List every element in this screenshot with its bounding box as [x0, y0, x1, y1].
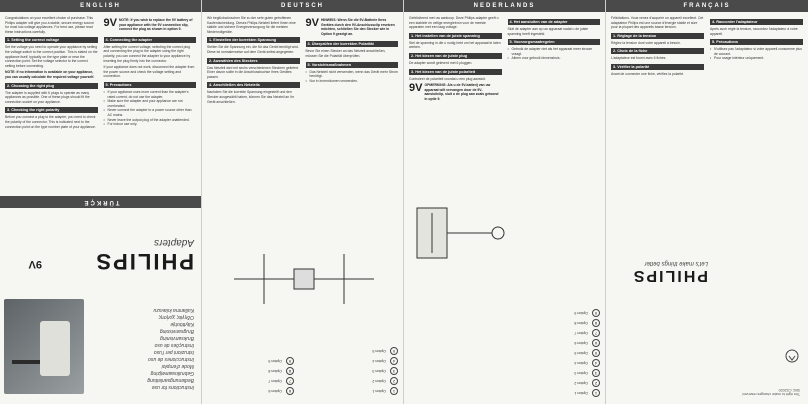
- option-number-icon: 9: [286, 357, 294, 365]
- bullet-item: • Das Netzteil nicht verwenden, wenn das Gerät mehr Strom benötigt.: [306, 70, 399, 79]
- option-text: Option 2: [574, 381, 588, 385]
- option-number-icon: 6: [286, 387, 294, 395]
- intro-text: Congratulations on your excellent choice of purchase. This Philips adapter will give you a stable, secure energy source for most low-voltage appliances. For best use, please read these instructions carefully.: [5, 16, 94, 34]
- option-number-icon: 2: [390, 377, 398, 385]
- section-text: Stellen Sie die Spannung ein, die für das Gerät benötigt wird. Diese ist normalerweise auf dem Gerät selbst angegeben.: [207, 45, 299, 54]
- tagline: Let's make things better: [644, 260, 708, 266]
- section-text: Sluit de adapter aan op uw apparaat nadat u de juiste spanning heeft ingesteld.: [507, 27, 588, 36]
- options-list-left: [308, 346, 398, 396]
- options-list-right: [208, 356, 294, 396]
- option-row: [208, 376, 294, 386]
- option-number-icon: 1: [592, 389, 600, 397]
- section-heading: 3. Vérifier la polarité: [611, 64, 704, 70]
- note-text: NOTE: If no information is available on your appliance, you can usually calculate the required voltage yourself.: [5, 70, 95, 79]
- intro-text: Gefeliciteerd met uw aankoop. Deze Philips-adapter geeft u een stabiele en veilige energiebron voor de meeste apparaten met een laag voltage.: [409, 16, 499, 30]
- brand-back: [632, 260, 708, 284]
- bullet-item: • If your appliance uses more current than the adapter's rated current, do not use the adapter.: [104, 90, 197, 99]
- lang-bar-english: ENGLISH: [0, 0, 201, 12]
- philips-logo: PHILIPS: [94, 249, 194, 274]
- plug-diagram: [224, 234, 384, 324]
- option-text: Option 3: [574, 371, 588, 375]
- section-text: Controleer de polariteit voordat u een plug aansluit.: [409, 76, 486, 81]
- section-text: The adapter is supplied with 6 plugs to operate as many appliances as possible. One of these plugs should fit the connection socket on your appliance.: [5, 90, 90, 104]
- bullet-item: • Never connect the adapter to a power source other than AC mains.: [104, 108, 197, 117]
- option-text: Option 7: [268, 379, 282, 383]
- section-heading: 5. Vorsichtsmaßnahmen: [306, 62, 399, 68]
- section-text: De adapter wordt geleverd met 6 pluggen.: [409, 60, 473, 65]
- lang-line: Gebruiksaanwijzing: [150, 370, 194, 376]
- section-text: Nachdem Sie die korrekte Spannung eingestellt und den Stecker ausgewählt haben, können Sie das Netzteil an Ihr Gerät anschließen.: [207, 90, 295, 104]
- option-row: [410, 328, 600, 338]
- section-heading: 5. Precautions: [104, 82, 197, 88]
- back-cover-rotated: [606, 200, 808, 404]
- option-row: [308, 366, 398, 376]
- option-text: Option 5: [372, 349, 386, 353]
- section-heading: 4. Het aansluiten van de adapter: [508, 19, 601, 25]
- cover-lang-list: [84, 306, 194, 390]
- section-text: Après avoir réglé la tension, raccordez l'adaptateur à votre appareil.: [710, 27, 798, 36]
- option-row: [308, 356, 398, 366]
- lang-line: Bedienungsanleitung: [147, 377, 194, 383]
- option-number-icon: 2: [592, 379, 600, 387]
- option-row: [308, 386, 398, 396]
- lang-line: Instructions for use: [151, 384, 194, 390]
- section-text: Das Netzteil wird mit sechs verschiedenen Steckern geliefert. Einer davon sollte in die Anschlussbuchse Ihres Gerätes passen.: [207, 65, 299, 79]
- product-name: Adapters: [153, 237, 194, 248]
- option-row: [410, 338, 600, 348]
- intro-text: Wir beglückwünschen Sie zu der sehr guten getroffenen Kaufentscheidung. Dieses Philips-Netzteil liefert Ihnen eine stabile und sichere Energieversorgung für die meisten Niedervoltgeräte.: [207, 16, 296, 34]
- option-row: [410, 318, 600, 328]
- option-row: [410, 348, 600, 358]
- option-row: [410, 308, 600, 318]
- section-text: If your appliance does not work, disconnect the adapter from the power source and check the voltage setting and connection.: [103, 65, 195, 79]
- section-heading: 2. Choix de la fiche: [611, 48, 704, 54]
- option-row: [410, 358, 600, 368]
- section-heading: 1. Setting the correct voltage: [5, 37, 98, 43]
- option-text: Option 1: [372, 389, 386, 393]
- recycle-block: [784, 343, 800, 364]
- bullet-item: • Gebruik de adapter niet als het apparaat meer stroom vraagt.: [508, 47, 601, 56]
- footer-text: The right to make changes reserved: [742, 392, 800, 396]
- option-number-icon: 8: [286, 367, 294, 375]
- nine-volt-badge: 9V: [409, 82, 423, 95]
- section-heading: 2. Het kiezen van de juiste plug: [409, 53, 502, 59]
- adapter-body-image: [40, 321, 70, 376]
- nine-volt-badge: 9V: [103, 17, 117, 29]
- bullet-item: • Pour usage intérieur uniquement.: [710, 56, 803, 61]
- section-heading: 2. Choosing the right plug: [5, 83, 98, 89]
- option-text: Option 5: [574, 351, 588, 355]
- section-heading: 1. Réglage de la tension: [611, 33, 704, 39]
- adapter-box-icon: [294, 269, 314, 289]
- option-text: Option 7: [574, 331, 588, 335]
- option-number-icon: 8: [592, 319, 600, 327]
- section-heading: 4. Raccorder l'adaptateur: [710, 19, 803, 25]
- section-text: Réglez la tension dont votre appareil a besoin.: [611, 40, 681, 45]
- nine-volt-note: [104, 18, 197, 34]
- option-text: Option 9: [574, 311, 588, 315]
- section-heading: 5. Précautions: [710, 39, 803, 45]
- philips-logo: PHILIPS: [631, 267, 708, 284]
- recycle-icon: [784, 348, 800, 364]
- lang-bar-deutsch: DEUTSCH: [202, 0, 403, 12]
- option-row: [410, 368, 600, 378]
- lang-line: Mode d'emploi: [161, 363, 194, 369]
- section-heading: 1. Het instellen van de juiste spanning: [409, 33, 502, 39]
- option-text: Option 8: [574, 321, 588, 325]
- lang-bar-francais: FRANÇAIS: [606, 0, 808, 12]
- lang-line: Kullanma kılavuzu: [153, 307, 194, 313]
- bullet-item: • Make sure the adapter and your appliance are not overheated.: [104, 99, 197, 108]
- panel-deutsch: [202, 0, 404, 404]
- option-text: Option 9: [268, 359, 282, 363]
- option-number-icon: 5: [390, 347, 398, 355]
- note-text: NOTE: If you wish to replace the 9V battery of your appliance with the 9V connection clip, connect the plug as shown in option 9.: [118, 18, 193, 32]
- cover-rotated: [0, 196, 202, 404]
- nine-volt-note: [409, 83, 502, 103]
- lang-line: Instrucciones de uso: [148, 356, 194, 362]
- section-text: After setting the correct voltage, selecting the correct plug and connecting the plug to the adapter using the right polarity, you can connect the adapter to your appliance by inserting the plug firmly into the connector.: [103, 44, 191, 63]
- cable-image: [12, 360, 40, 364]
- option-number-icon: 7: [592, 329, 600, 337]
- option-row: [208, 366, 294, 376]
- section-heading: 4. Connecting the adapter: [104, 37, 197, 43]
- option-text: Option 6: [268, 389, 282, 393]
- bullet-item: • Never leave the output plug of the adapter unattended.: [104, 118, 197, 123]
- nine-volt-badge: 9V: [305, 17, 319, 29]
- option-row: [308, 346, 398, 356]
- section-text: Before you connect a plug to the adapter, you need to check the polarity of the connector. This is indicated next to the connection point on the type number plate of your appliance.: [5, 115, 96, 129]
- lang-line: Bruksanvisning: [160, 335, 194, 341]
- bullet-item: • Nur in Innenräumen verwenden.: [306, 79, 399, 84]
- lang-bar-nederlands: NEDERLANDS: [404, 0, 605, 12]
- section-heading: 2. Auswählen des Steckers: [207, 58, 300, 64]
- section-text: Avant de connecter une fiche, vérifiez la polarité.: [611, 71, 685, 76]
- lang-line: Οδηγίες χρήσης: [158, 314, 194, 320]
- option-number-icon: 4: [390, 357, 398, 365]
- option-number-icon: 6: [592, 339, 600, 347]
- option-text: Option 4: [574, 361, 588, 365]
- option-number-icon: 3: [592, 369, 600, 377]
- section-heading: 3. Het kiezen van de juiste polariteit: [409, 69, 502, 75]
- option-text: Option 8: [268, 369, 282, 373]
- section-text: Set the voltage you need to operate your appliance by setting the voltage switch to the correct position. This is stated on the appliance itself, typically on the type plate or near the connection point. Set the voltage selector to the correct setting before connecting.: [5, 45, 98, 68]
- option-number-icon: 4: [592, 359, 600, 367]
- option-row: [410, 388, 600, 398]
- diagram-shapes: [417, 208, 504, 258]
- option-text: Option 1: [574, 391, 588, 395]
- model-number: SBC CS2020: [778, 388, 800, 392]
- option-list-nl: [410, 308, 600, 398]
- connection-diagram: [412, 198, 512, 268]
- bullet-item: • For indoor use only.: [104, 122, 197, 127]
- nine-volt-badge: 9V: [28, 258, 42, 270]
- section-text: Stel de spanning in die u nodig hebt om het apparaat te laten werken.: [409, 40, 501, 50]
- panel-english: [0, 0, 202, 404]
- nine-volt-note: [306, 18, 399, 38]
- section-heading: 1. Einstellen der korrekten Spannung: [207, 37, 300, 43]
- brand-block: [94, 237, 194, 274]
- option-text: Option 4: [372, 359, 386, 363]
- option-text: Option 6: [574, 341, 588, 345]
- option-text: Option 2: [372, 379, 386, 383]
- note-text: HINWEIS: Wenn Sie die 9V-Batterie Ihres Gerätes durch den 9V-Anschlussclip ersetzen möchten, schließen Sie den Stecker wie in Option 9 gezeigt an.: [320, 18, 395, 36]
- option-number-icon: 1: [390, 387, 398, 395]
- fine-print: [680, 388, 800, 396]
- option-number-icon: 5: [592, 349, 600, 357]
- lang-line: Instruções de uso: [154, 342, 194, 348]
- lang-line: Brugsanvisning: [159, 328, 194, 334]
- option-row: [208, 356, 294, 366]
- bullet-item: • N'utilisez pas l'adaptateur si votre appareil consomme plus de courant.: [710, 47, 803, 56]
- bullet-item: • Alleen voor gebruik binnenshuis.: [508, 56, 601, 61]
- option-number-icon: 9: [592, 309, 600, 317]
- section-text: L'adaptateur est fourni avec 6 fiches.: [611, 56, 667, 61]
- section-heading: 5. Voorzorgsmaatregelen: [508, 39, 601, 45]
- note-text: OPMERKING: Als u de 9V-batterij van uw apparaat wilt vervangen door de 9V-aansluitclip, sluit u de plug aan zoals getoond in optie 9.: [424, 83, 499, 101]
- option-number-icon: 7: [286, 377, 294, 385]
- intro-text: Félicitations. Vous venez d'acquérir un appareil excellent. Cet adaptateur Philips est une source d'énergie stable et sûre pour la plupart des appareils basse tension.: [611, 16, 704, 30]
- section-text: Bevor Sie einen Stecker an das Netzteil anschließen, müssen Sie die Polarität überprüfen.: [305, 49, 386, 58]
- panel-francais: [606, 0, 808, 404]
- lang-line: Käyttöohje: [170, 321, 194, 327]
- section-heading: 3. Überprüfen der korrekten Polarität: [306, 41, 399, 47]
- panel-nederlands: [404, 0, 606, 404]
- options-rotated: [202, 210, 404, 404]
- option-row: [208, 386, 294, 396]
- turkish-9v: [29, 256, 42, 274]
- product-photo: [4, 299, 84, 394]
- option-number-icon: 3: [390, 367, 398, 375]
- section-heading: 4. Anschließen des Netzteils: [207, 82, 300, 88]
- options-rotated-nl: [404, 270, 606, 404]
- option-row: [410, 378, 600, 388]
- option-row: [308, 376, 398, 386]
- section-heading: 3. Checking the right polarity: [5, 107, 98, 113]
- option-text: Option 3: [372, 369, 386, 373]
- lang-bar-turkish: TÜRKÇE: [0, 196, 202, 208]
- lang-line: Istruzioni per l'uso: [153, 349, 194, 355]
